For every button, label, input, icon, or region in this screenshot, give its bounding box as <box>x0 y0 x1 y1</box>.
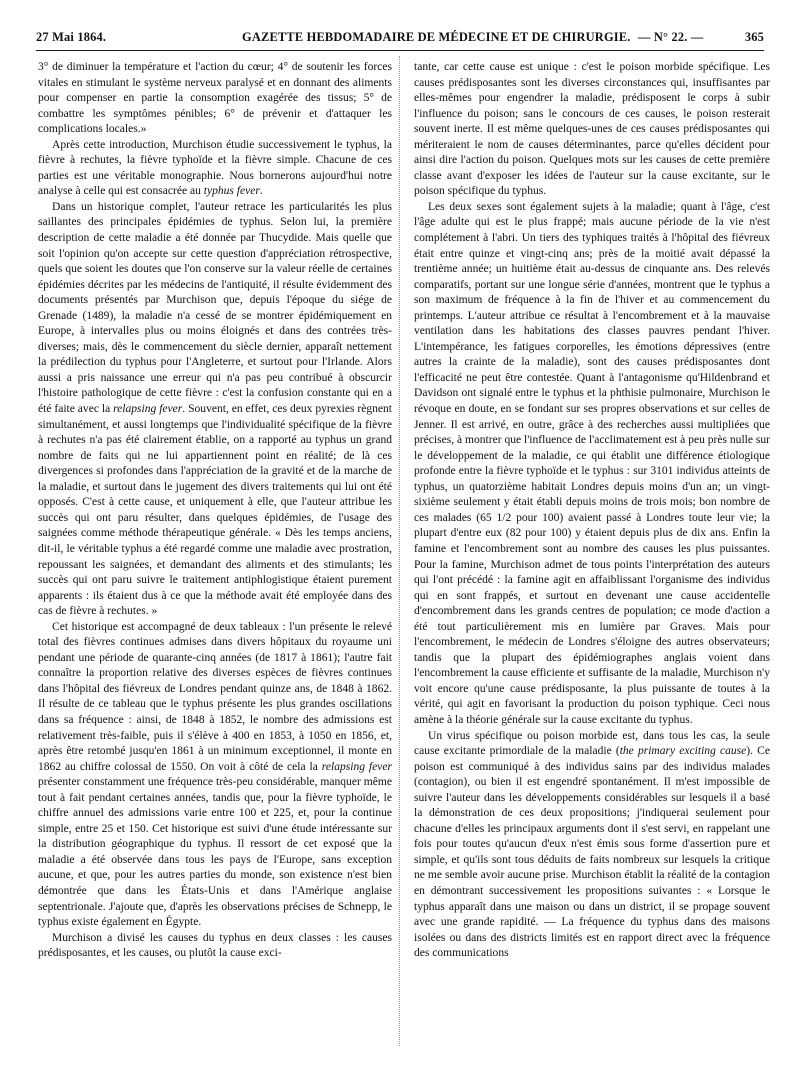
paragraph: 3° de diminuer la température et l'action du cœur; 4° de soutenir les forces vitales en stimulant le système nerveux paralysé et en donnant des aliments pour compenser en partie la consomption exagérée des tissus; 5° de combattre les symptômes pénibles; 6° de prévenir et d'attaquer les complications locales.» <box>38 61 392 136</box>
page-number: 365 <box>744 30 764 44</box>
paragraph: Cet historique est accompagné de deux tableaux : l'un présente le relevé total des fièvres continues admises dans divers hôpitaux du royaume uni pendant une période de quarante-cinq années (de 1817 à 1861); l'autre fait connaître la proportion relative des diverses espèces de fièvres continues dans l'hôpital des fiévreux de Londres pendant quinze ans, de 1848 à 1862. Il résulte de ce tableau que le typhus présente les plus grandes oscillations dans sa fréquence : ainsi, de 1848 à 1852, le nombre des admissions est relativement très-faible, puis il s'élève à 400 en 1853, à 1050 en 1856, et, après être retombé jusqu'en 1861 à un minimum exceptionnel, il monte en 1862 au chiffre colossal de 1550. On voit à côté de cela la relapsing fever présenter constamment une fréquence très-peu considérable, manquer même tout à fait pendant certaines années, tandis que, pour la fièvre typhoïde, le chiffre annuel des admissions varie entre 100 et 225, et, pour la continue simple, entre 25 et 150. Cet historique est suivi d'une étude intéressante sur la distribution géographique du typhus. Il ressort de cet exposé que la maladie a été observée dans tous les pays de l'Europe, sans exception aucune, et que, pour les autres parties du monde, son existence n'est bien démontrée que dans les États-Unis et dans l'Amérique anglaise septentrionale. J'ajoute que, d'après les observations précises de Schnepp, le typhus existe également en Égypte. <box>38 620 392 929</box>
left-column <box>38 60 392 1050</box>
journal-title: GAZETTE HEBDOMADAIRE DE MÉDECINE ET DE CHIRURGIE. <box>242 30 631 44</box>
running-header <box>36 30 764 48</box>
header-rule <box>36 50 764 51</box>
paragraph: Murchison a divisé les causes du typhus en deux classes : les causes prédisposantes, et les causes, ou plutôt la cause exci- <box>38 931 392 960</box>
paragraph: Dans un historique complet, l'auteur retrace les particularités les plus saillantes des principales épidémies de typhus. Selon lui, la première description de cette maladie a été donnée par Thucydide. Mais quelle que soit l'opinion qu'on accepte sur cette question d'appréciation rétrospective, quels que soient les doutes que l'on conserve sur la valeur réelle de certaines épidémies décrites par les médecins de l'antiquité, il résulte évidemment des documents présentés par Murchison que, depuis l'époque du siége de Grenade (1489), la maladie n'a cessé de se montrer épidémiquement en Europe, à intervalles plus ou moins éloignés et dans des contrées très-diverses; mais, dès le commencement du siècle dernier, apparaît nettement la prédilection du typhus pour l'Angleterre, et surtout pour l'Irlande. Alors aussi a pris naissance une erreur qui n'a pas peu contribué à obscurcir l'histoire pathologique de cette fièvre : c'est la confusion constante qui en a été faite avec la relapsing fever. Souvent, en effet, ces deux pyrexies règnent simultanément, et aussi longtemps que l'individualité spécifique de la fièvre à rechutes n'a pas été clairement établie, on a rapporté au typhus un grand nombre de faits qui ne lui appartiennent point en réalité; de là ces divergences si profondes dans l'appréciation de la gravité et de la marche de la maladie, et surtout dans le jugement des divers traitements qui lui ont été opposés. C'est à cette cause, et uniquement à elle, que l'auteur attribue les succès qui ont paru résulter, dans quelques épidémies, de l'usage des saignées comme méthode thérapeutique générale. « Dès les temps anciens, dit-il, le véritable typhus a été regardé comme une maladie avec prostration, repoussant les saignées, et demandant des aliments et des stimulants; les succès qui ont paru suivre le traitement antiphlogistique étaient purement apparents : ils étaient dus à ce que la méthode avait été employée dans des cas de fièvre à rechutes. » <box>38 200 392 618</box>
paragraph: Les deux sexes sont également sujets à la maladie; quant à l'âge, c'est l'âge adulte qui est le plus frappé; mais aucune période de la vie n'est complétement à l'abri. Un tiers des typhiques traités à l'hôpital des fiévreux était entre quinze et vingt-cinq ans; près de la moitié avait dépassé la trentième année; un huitième était au-dessus de cinquante ans. Des relevés comparatifs, portant sur une longue série d'années, montrent que le typhus a son maximum de fréquence à la fin de l'hiver et au commencement du printemps. L'auteur attribue ce résultat à l'encombrement et à la mauvaise ventilation dans les habitations des classes pauvres pendant l'hiver. L'intempérance, les fatigues corporelles, les émotions dépressives (entre autres la crainte de la maladie), sont des causes prédisposantes dont l'efficacité ne peut être contestée. Quant à l'antagonisme qu'Hildenbrand et Davidson ont signalé entre le typhus et la phthisie pulmonaire, Murchison le révoque en doute, en se fondant sur ses propres observations et sur celles de Jenner. Il est arrivé, en outre, grâce à des recherches aussi multipliées que précises, à montrer que l'influence de l'acclimatement est à peu près nulle sur le développement de la maladie, ce qui établit une différence étiologique profonde entre la fièvre typhoïde et le typhus : sur 3101 individus atteints de typhus, un quatorzième habitait Londres depuis moins d'un an; un vingt-sixième seulement y était établi depuis moins de trois mois; bon nombre de ces malades (65 1/2 pour 100) avaient passé à Londres toute leur vie; la plupart d'entre eux (82 pour 100) y étaient depuis plus de dix ans. Enfin la famine et l'encombrement sont au nombre des causes les plus puissantes. Pour la famine, Murchison admet de tous points l'interprétation des auteurs qui l'ont précédé : la famine agit en affaiblissant l'organisme des individus qui en sont frappés, et surtout en devenant une cause accidentelle d'encombrement dans les grands centres de population; ce mode d'action a été tout particulièrement mis en lumière par Graves. Mais pour l'encombrement, le médecin de Londres s'éloigne des autres observateurs; tandis que la plupart des épidémiographes anglais voient dans l'encombrement la cause efficiente et suffisante de la maladie, Murchison n'y voit encore qu'une cause prédisposante, la plus puissante de toutes à la vérité, qui agit en favorisant la production du poison typhique. Ceci nous amène à la théorie générale sur la cause excitante du typhus. <box>414 200 770 726</box>
column-divider <box>399 56 400 1046</box>
paragraph: Après cette introduction, Murchison étudie successivement le typhus, la fièvre à rechutes, la fièvre typhoïde et la fièvre simple. Chacune de ces parties est une véritable monographie. Nous bornerons aujourd'hui notre analyse à celle qui est consacrée au typhus fever. <box>38 138 392 198</box>
paragraph: Un virus spécifique ou poison morbide est, dans tous les cas, la seule cause excitante primordiale de la maladie (the primary exciting cause). Ce poison est communiqué à des individus sains par des individus malades (contagion), ou bien il est engendré spontanément. Il m'est impossible de suivre l'auteur dans les développements considérables sur lesquels il a basé la démonstration de ces deux propositions; j'indiquerai seulement pour chacune d'elles les principaux arguments dont il s'est servi, en rappelant une fois pour toutes qu'aucun d'eux n'est émis sous forme d'assertion pure et simple, et qu'ils sont tous déduits de faits nombreux sur lesquels la critique ne me semble avoir aucune prise. Murchison établit la réalité de la contagion en démontrant successivement les propositions suivantes : « Lorsque le typhus apparaît dans une maison ou dans un district, il se propage souvent avec une grande rapidité. — La fréquence du typhus dans des maisons isolées ou dans des districts limités est en rapport direct avec la fréquence des communications <box>414 729 770 960</box>
paragraph: tante, car cette cause est unique : c'est le poison morbide spécifique. Les causes prédisposantes sont les diverses circonstances qui, insuffisantes par elles-mêmes pour engendrer la maladie, prédisposent le corps à subir l'influence du poison; sans le concours de ces causes, le poison resterait souvent inerte. Il est même quelques-unes de ces causes prédisposantes qui mériteraient le nom de causes déterminantes, parce qu'elles décident pour ainsi dire l'action du poison. Quelques mots sur les causes de cette première classe avant d'exposer les idées de l'auteur sur la cause excitante, sur le poison spécifique du typhus. <box>414 61 770 198</box>
right-column <box>414 60 770 1050</box>
issue-number: — N° 22. — <box>638 30 704 44</box>
header-date: 27 Mai 1864. <box>36 30 107 44</box>
